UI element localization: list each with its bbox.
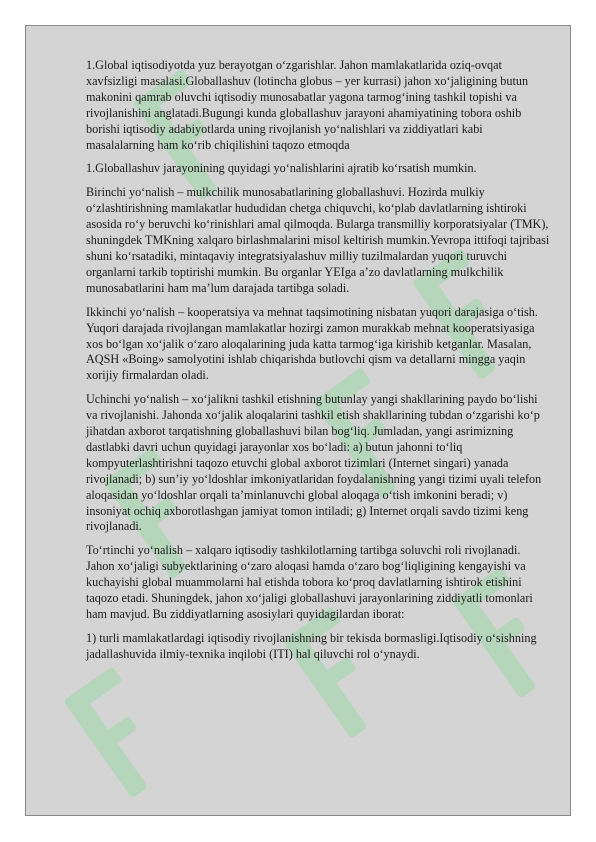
paragraph-second-direction: Ikkinchi yo‘nalish – kooperatsiya va mehnat taqsimotining nisbatan yuqori darajasiga o‘tish. Yuqori darajada rivojlangan mamlakatlar hozirgi zamon murakkab mehnat kooperatsiyasiga xos bo‘lgan xo‘jalik o‘zaro aloqalarining juda katta tarmog‘iga kirishib ketganlar. Masalan, AQSH «Boing» samolyotini ishlab chiqarishda butlovchi qism va detallarni mingga yaqin xorijiy firmalardan oladi. — [86, 304, 538, 383]
document-page — [25, 25, 571, 816]
paragraph-fourth-direction: To‘rtinchi yo‘nalish – xalqaro iqtisodiy tashkilotlarning tartibga soluvchi roli rivojlanadi. Jahon xo‘jaligi subyektlarining o‘zaro aloqasi hamda o‘zaro bog‘liqligining kengayishi va kuchayishi global muammolarni hal etishda tobora ko‘proq davlatlarning ishtirok etishini taqozo etadi. Shuningdek, jahon xo‘jaligi globallashuvi jarayonlarining ziddiyatli tomonlari ham mavjud. Bu ziddiyatlarning asosiylari quyidagilardan iborat: — [86, 543, 533, 621]
document-body — [86, 58, 550, 671]
paragraph-third-direction: Uchinchi yo‘nalish – xo‘jalikni tashkil etishning butunlay yangi shakllarining paydo bo‘lishi va rivojlanishi. Jahonda xo‘jalik aloqalarini tashkil etish shakllarining tubdan o‘zgarishi ko‘p jihatdan axborot tarqatishning globallashuvi bilan bog‘liq. Jumladan, yangi asrimizning dastlabki davri uchun quyidagi jarayonlar xos bo‘ladi: a) butun jahonni to‘liq kompyuterlashtirishni taqozo etuvchi global axborot tizimlari (Internet singari) yanada rivojlanadi; b) sun’iy yo‘ldoshlar imkoniyatlaridan foydalanishning yangi tizimi uyali telefon aloqasidan yo‘ldoshlar orqali ta’minlanuvchi global aloqaga o‘tish imkonini beradi; v) insoniyat ochiq axborotlashgan jamiyat tomon intiladi; g) Internet orqali savdo tizimi keng rivojlanadi. — [86, 392, 542, 534]
paragraph-directions-heading: 1.Globallashuv jarayonining quyidagi yo‘nalishlarini ajratib ko‘rsatish mumkin. — [86, 161, 477, 176]
paragraph-contradiction-1: 1) turli mamlakatlardagi iqtisodiy rivojlanishning bir tekisda bormasligi.Iqtisodiy o‘sishning jadallashuvida ilmiy-texnika inqilobi (ITI) hal qiluvchi rol o‘ynaydi. — [86, 630, 537, 661]
paragraph-first-direction: Birinchi yo‘nalish – mulkchilik munosabatlarining globallashuvi. Hozirda mulkiy o‘zlashtirishning mamlakatlar hududidan chetga chiquvchi, ko‘plab davlatlarning ishtiroki asosida ro‘y beruvchi ko‘rinishlari amal qilmoqda. Bularga transmilliy korporatsiyalar (TMK), shuningdek TMKning xalqaro birlashmalarini misol keltirish mumkin.Yevropa ittifoqi tajribasi shuni ko‘rsatadiki, mintaqaviy integratsiyalashuv milliy tuzilmalardan yuqori turuvchi organlarni tarkib toptirishi mumkin. Bu organlar YEIga a’zo davlatlarning mulkchilik munosabatlarini ham ma’lum darajada tartibga soladi. — [86, 185, 550, 295]
paragraph-intro: 1.Global iqtisodiyotda yuz berayotgan o‘zgarishlar. Jahon mamlakatlarida oziq-ovqat xavfsizligi masalasi.Globallashuv (lotincha globus – yer kurrasi) jahon xo‘jaligining butun makonini qamrab oluvchi iqtisodiy munosabatlar yagona tarmog‘ining tashkil topishi va rivojlanishini anglatadi.Bugungi kunda globallashuv jarayoni ahamiyatining tobora oshib borishi iqtisodiy adabiyotlarda uning rivojlanish yo‘nalishlari va ziddiyatlari kabi masalalarning ham ko‘rib chiqilishini taqozo etmoqda — [86, 58, 529, 152]
